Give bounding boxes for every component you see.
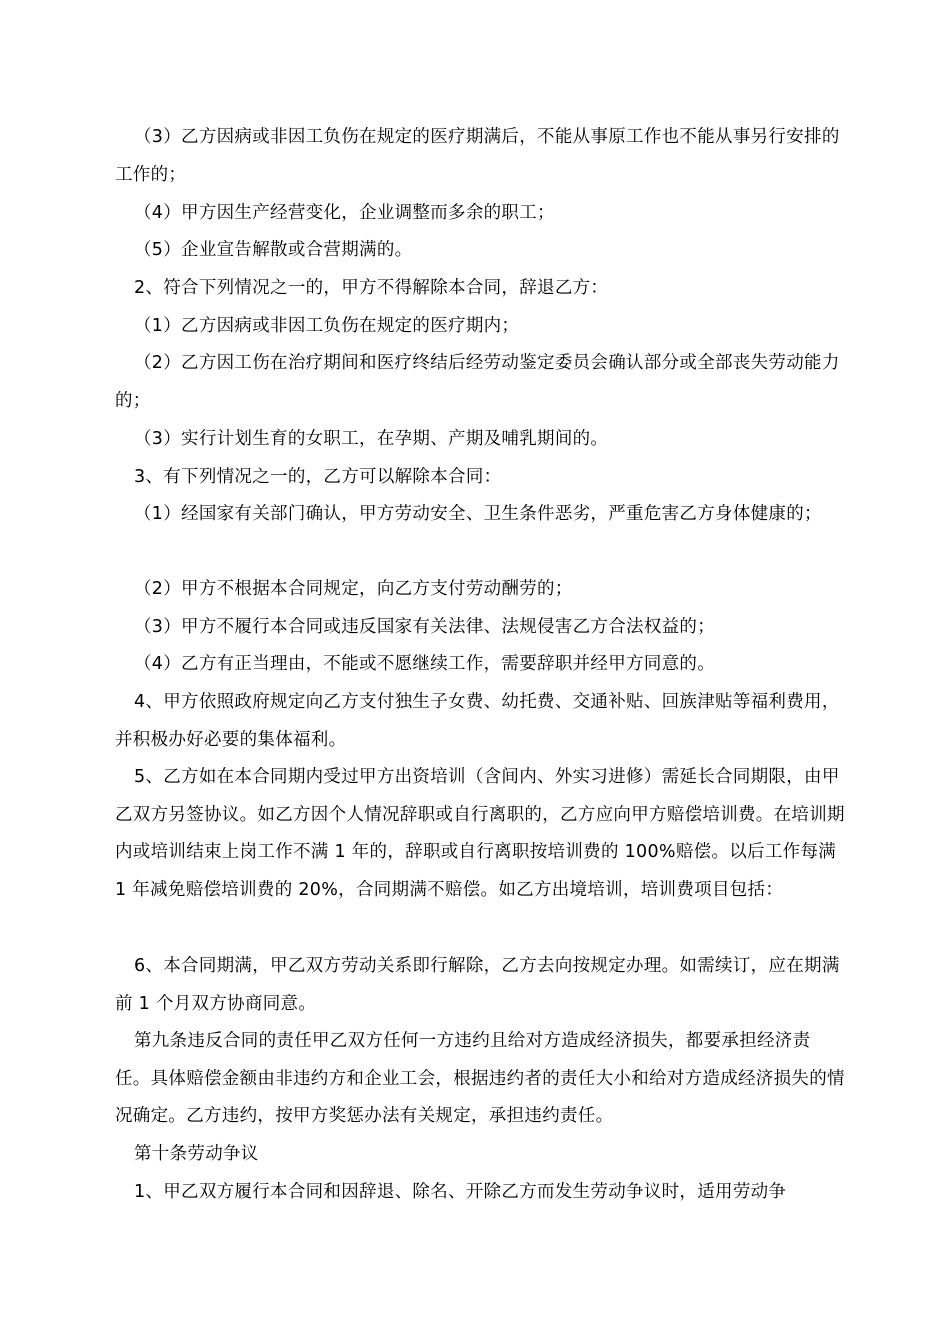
paragraph-item-2-clause-3: （3）实行计划生育的女职工，在孕期、产期及哺乳期间的。 [134,429,609,449]
paragraph-clause-4: （4）甲方因生产经营变化，企业调整而多余的职工； [134,203,555,223]
paragraph-item-4: 4、甲方依照政府规定向乙方支付独生子女费、幼托费、交通补贴、回族津贴等福利费用，并积极办好必要的集体福利。 [115,692,840,750]
paragraph-item-3-clause-2: （2）甲方不根据本合同规定，向乙方支付劳动酬劳的； [134,579,573,599]
paragraph-item-5: 5、乙方如在本合同期内受过甲方出资培训（含间内、外实习进修）需延长合同期限，由甲乙双方另签协议。如乙方因个人情况辞职或自行离职的，乙方应向甲方赔偿培训费。在培训期内或培训结束上岗工作不满 1 年的，辞职或自行离职按培训费的 100%赔偿。以后工作每满 1 年减免赔偿培训费的 20%，合同期满不赔偿。如乙方出境培训，培训费项目包括： [115,767,845,901]
paragraph-article-9: 第九条违反合同的责任甲乙双方任何一方违约且给对方造成经济损失，都要承担经济责任。具体赔偿金额由非违约方和企业工会，根据违约者的责任大小和给对方造成经济损失的情况确定。乙方违约，按甲方奖惩办法有关规定，承担违约责任。 [115,1031,845,1127]
paragraph-item-2-clause-2: （2）乙方因工伤在治疗期间和医疗终结后经劳动鉴定委员会确认部分或全部丧失劳动能力的； [115,353,840,411]
paragraph-article-10-item-1: 1、甲乙双方履行本合同和因辞退、除名、开除乙方而发生劳动争议时，适用劳动争 [134,1182,787,1202]
paragraph-item-6: 6、本合同期满，甲乙双方劳动关系即行解除，乙方去向按规定办理。如需续订，应在期满前 1 个月双方协商同意。 [115,956,840,1014]
paragraph-item-2-clause-1: （1）乙方因病或非因工负伤在规定的医疗期内； [134,316,520,336]
paragraph-item-3-clause-4: （4）乙方有正当理由，不能或不愿继续工作，需要辞职并经甲方同意的。 [134,654,716,674]
paragraph-item-2: 2、符合下列情况之一的，甲方不得解除本合同，辞退乙方： [134,278,609,298]
paragraph-item-3-clause-1: （1）经国家有关部门确认，甲方劳动安全、卫生条件恶劣，严重危害乙方身体健康的； [134,504,822,524]
paragraph-item-3: 3、有下列情况之一的，乙方可以解除本合同： [134,467,502,487]
paragraph-clause-3: （3）乙方因病或非因工负伤在规定的医疗期满后，不能从事原工作也不能从事另行安排的工作的； [115,127,840,185]
paragraph-clause-5: （5）企业宣告解散或合营期满的。 [134,240,413,260]
paragraph-item-3-clause-3: （3）甲方不履行本合同或违反国家有关法律、法规侵害乙方合法权益的； [134,617,716,637]
paragraph-article-10-heading: 第十条劳动争议 [134,1144,259,1164]
